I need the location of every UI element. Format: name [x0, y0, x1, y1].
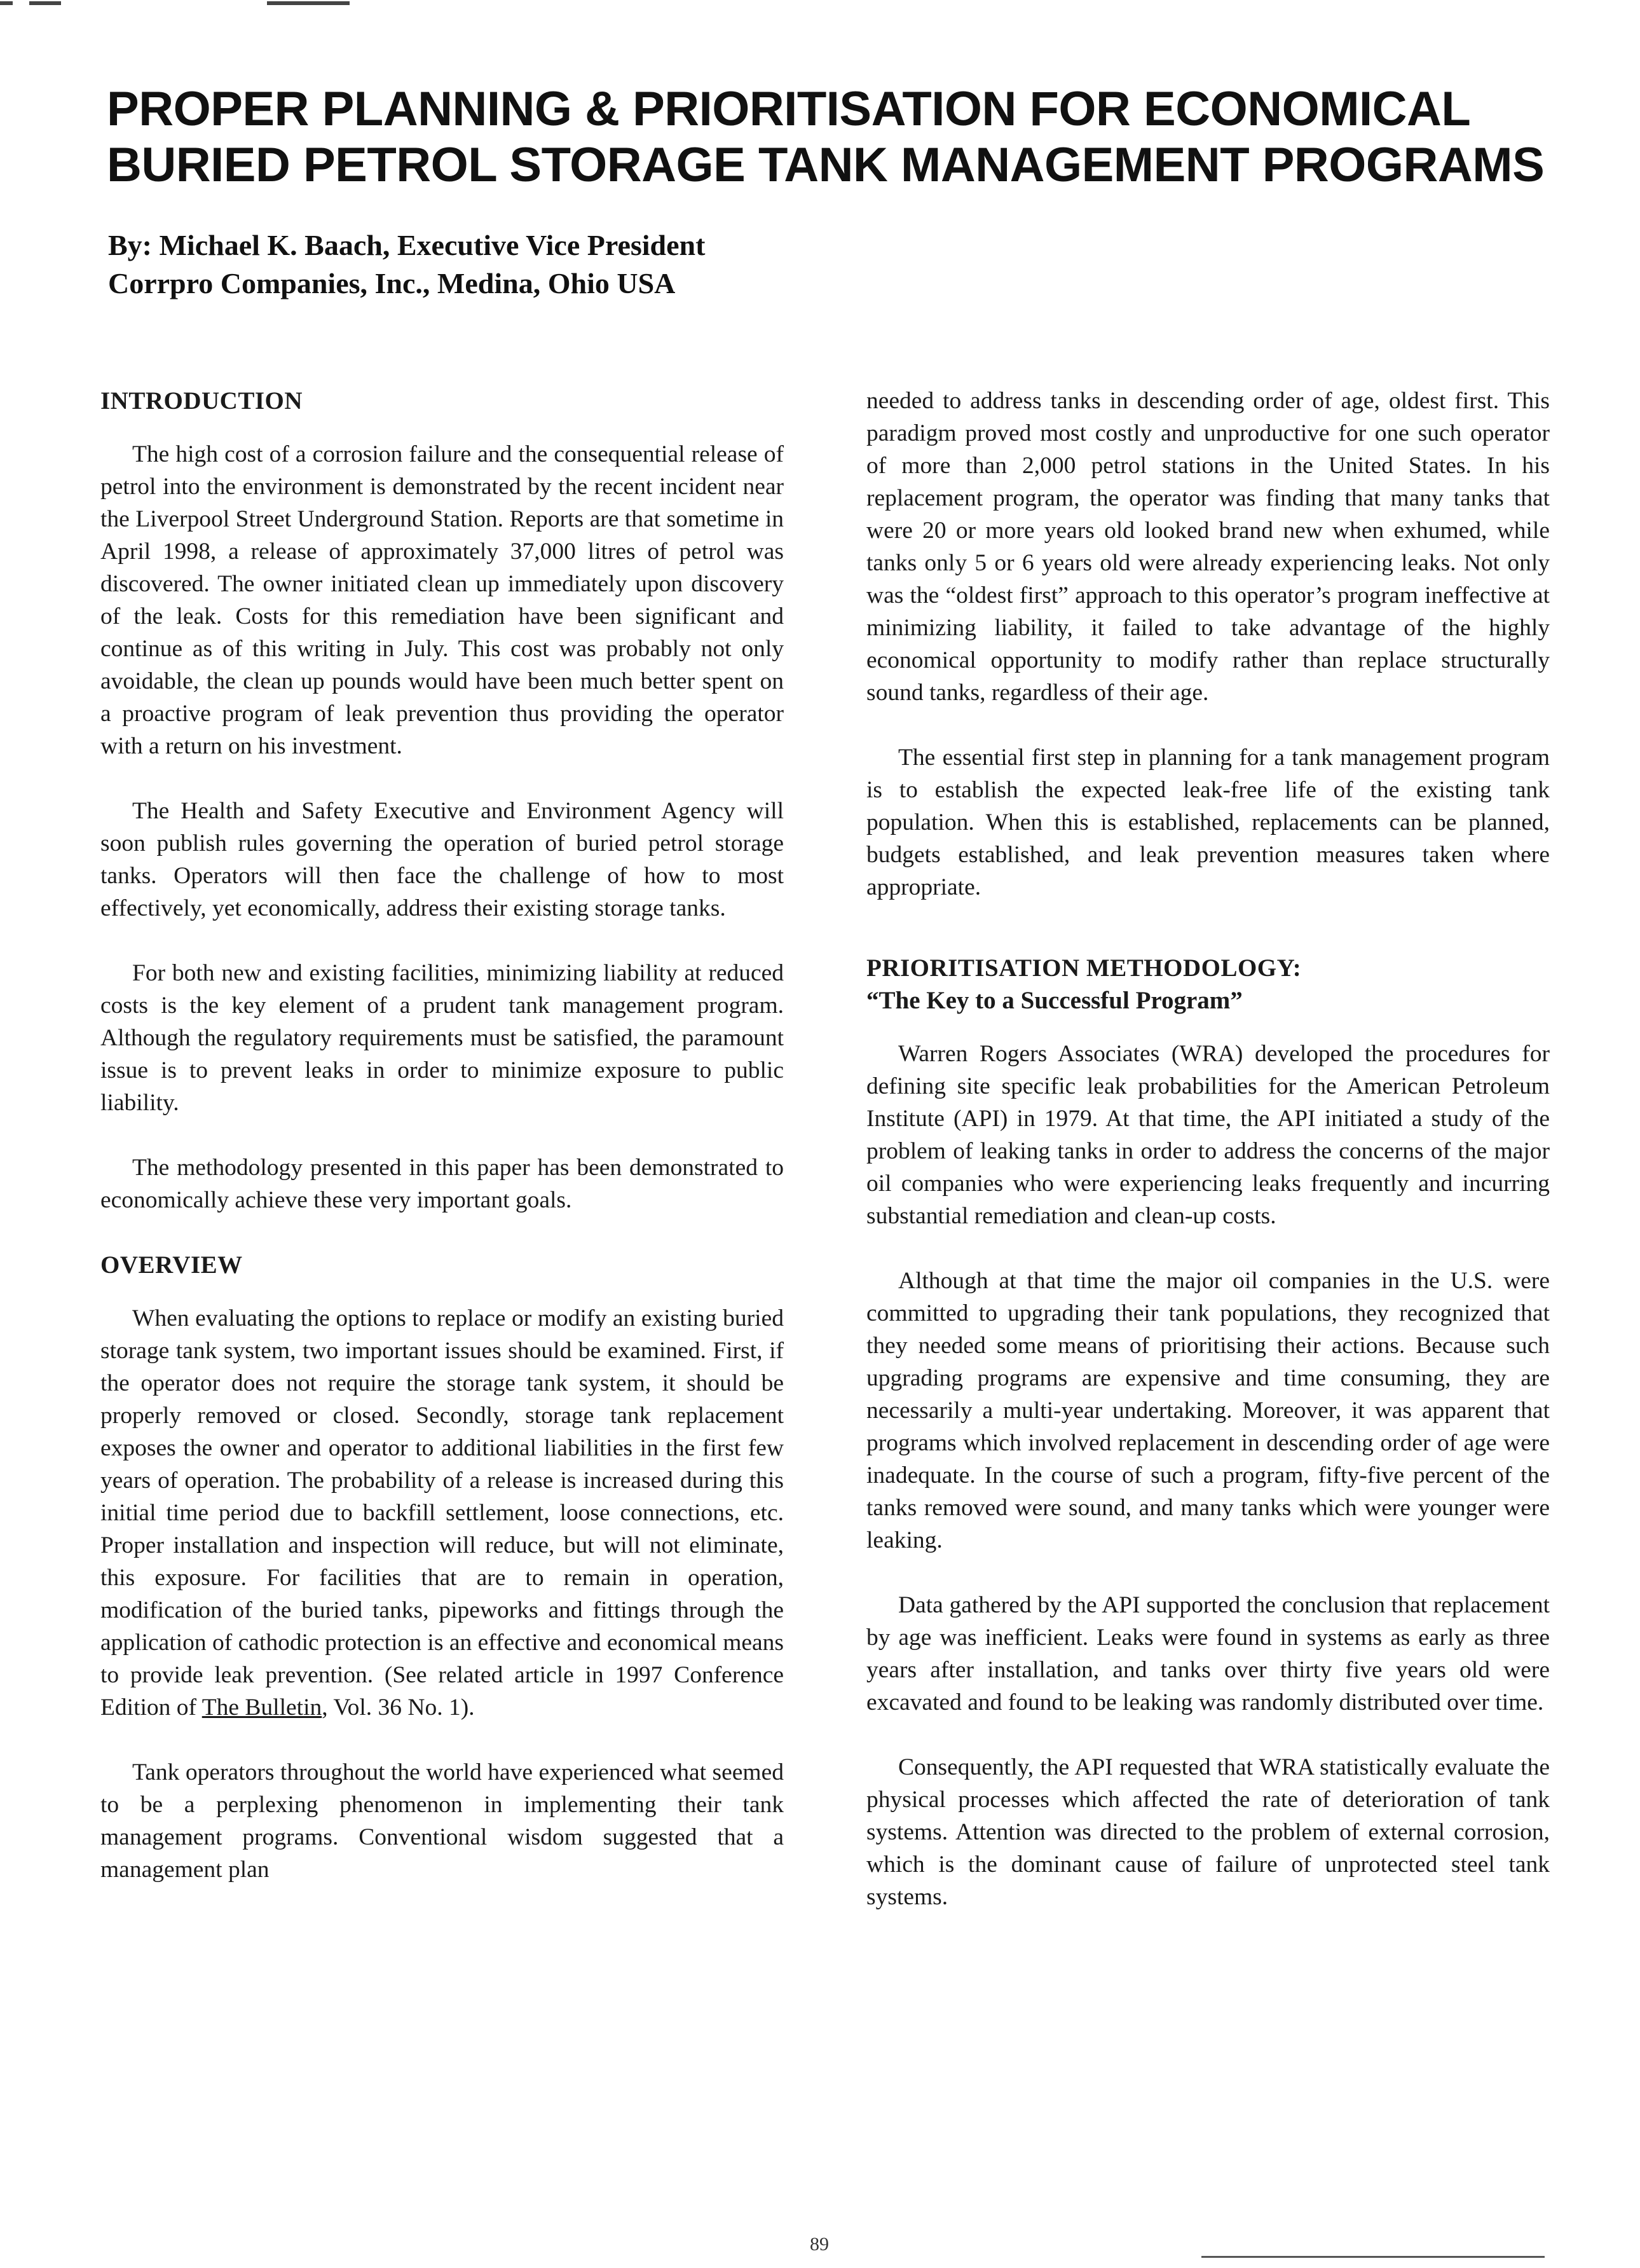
overview-paragraph-3: The essential first step in planning for a tank management program is to establish the expected leak-free life of the existing tank population. When this is established, replacements can be planned, budgets established, and leak prevention measures taken where appropriate.	[866, 745, 1550, 900]
scan-mark	[29, 1, 61, 5]
overview-p1-text: When evaluating the options to replace or modify an existing buried storage tank system, two important issues should be examined. First, if the operator does not require the storage tank system, it should be properly removed or closed. Secondly, storage tank replacement exposes the owner and operator to additional liabilities in the first few years of operation. The probability of a release is increased during this initial time period due to backfill settlement, loose connections, etc. Proper installation and inspection will reduce, but will not eliminate, this exposure. For facilities that are to remain in operation, modification of the buried tanks, pipeworks and fittings through the application of cathodic protection is an effective and economical means to provide leak prevention. (See related article in 1997 Conference Edition of	[100, 1305, 784, 1721]
heading-prioritisation-main: PRIORITISATION METHODOLOGY:	[866, 954, 1302, 982]
scan-edge-marks	[0, 0, 445, 9]
page-number: 89	[810, 2234, 829, 2255]
heading-introduction: INTRODUCTION	[100, 387, 303, 415]
prioritisation-paragraph-3: Data gathered by the API supported the conclusion that replacement by age was inefficient. Leaks were found in systems as early as three years after installation, and tanks over thirty five years old were excavated and found to be leaking was randomly distributed over time.	[866, 1592, 1550, 1715]
right-column	[866, 385, 1550, 1913]
byline	[108, 226, 705, 303]
article-title	[107, 81, 1556, 193]
intro-paragraph-4: The methodology presented in this paper has been demonstrated to economically achieve these very important goals.	[100, 1155, 784, 1213]
byline-affiliation: Corrpro Companies, Inc., Medina, Ohio USA	[108, 267, 676, 299]
overview-paragraph-1	[100, 1302, 784, 1724]
byline-author: By: Michael K. Baach, Executive Vice President	[108, 229, 706, 261]
bulletin-citation: The Bulletin	[202, 1694, 322, 1721]
overview-paragraph-2: Tank operators throughout the world have experienced what seemed to be a perplexing phenomenon in implementing their tank management programs. Conventional wisdom suggested that a management plan	[100, 1759, 784, 1883]
heading-overview: OVERVIEW	[100, 1251, 243, 1279]
title-line-2: BURIED PETROL STORAGE TANK MANAGEMENT PROGRAMS	[107, 138, 1545, 192]
heading-prioritisation	[866, 952, 1550, 1017]
intro-paragraph-1: The high cost of a corrosion failure and the consequential release of petrol into the environment is demonstrated by the recent incident near the Liverpool Street Underground Station. Reports are that sometime in April 1998, a release of approximately 37,000 litres of petrol was discovered. The owner initiated clean up immediately upon discovery of the leak. Costs for this remediation have been significant and continue as of this writing in July. This cost was probably not only avoidable, the clean up pounds would have been much better spent on a proactive program of leak prevention thus providing the operator with a return on his investment.	[100, 441, 784, 759]
overview-p1-tail: , Vol. 36 No. 1).	[322, 1694, 475, 1721]
prioritisation-paragraph-4: Consequently, the API requested that WRA statistically evaluate the physical processes which affected the rate of deterioration of tank systems. Attention was directed to the problem of external corrosion, which is the dominant cause of failure of unprotected steel tank systems.	[866, 1754, 1550, 1910]
prioritisation-paragraph-1: Warren Rogers Associates (WRA) developed the procedures for defining site specific leak probabilities for the American Petroleum Institute (API) in 1979. At that time, the API initiated a study of the problem of leaking tanks in order to address the concerns of the major oil companies who were experiencing leaks frequently and incurring substantial remediation and clean-up costs.	[866, 1041, 1550, 1229]
overview-paragraph-2-continued: needed to address tanks in descending order of age, oldest first. This paradigm proved most costly and unproductive for one such operator of more than 2,000 petrol stations in the United States. In his replacement program, the operator was finding that many tanks that were 20 or more years old looked brand new when exhumed, while tanks only 5 or 6 years old were already experiencing leaks. Not only was the “oldest first” approach to this operator’s program ineffective at minimizing liability, it failed to take advantage of the highly economical opportunity to modify rather than replace structurally sound tanks, regardless of their age.	[866, 388, 1550, 706]
heading-prioritisation-sub: “The Key to a Successful Program”	[866, 987, 1243, 1014]
footer-rule	[1201, 2256, 1545, 2258]
intro-paragraph-2: The Health and Safety Executive and Environment Agency will soon publish rules governing the operation of buried petrol storage tanks. Operators will then face the challenge of how to most effectively, yet economically, address their existing storage tanks.	[100, 798, 784, 921]
scan-mark	[267, 1, 350, 5]
title-line-1: PROPER PLANNING & PRIORITISATION FOR ECONOMICAL	[107, 82, 1471, 136]
left-column	[100, 385, 784, 1886]
scan-mark	[0, 1, 13, 5]
prioritisation-paragraph-2: Although at that time the major oil companies in the U.S. were committed to upgrading their tank populations, they recognized that they needed some means of prioritising their actions. Because such upgrading programs are expensive and time consuming, they are necessarily a multi-year undertaking. Moreover, it was apparent that programs which involved replacement in descending order of age were inadequate. In the course of such a program, fifty-five percent of the tanks removed were sound, and many tanks which were younger were leaking.	[866, 1268, 1550, 1553]
intro-paragraph-3: For both new and existing facilities, minimizing liability at reduced costs is the key element of a prudent tank management program. Although the regulatory requirements must be satisfied, the paramount issue is to prevent leaks in order to minimize exposure to public liability.	[100, 960, 784, 1116]
